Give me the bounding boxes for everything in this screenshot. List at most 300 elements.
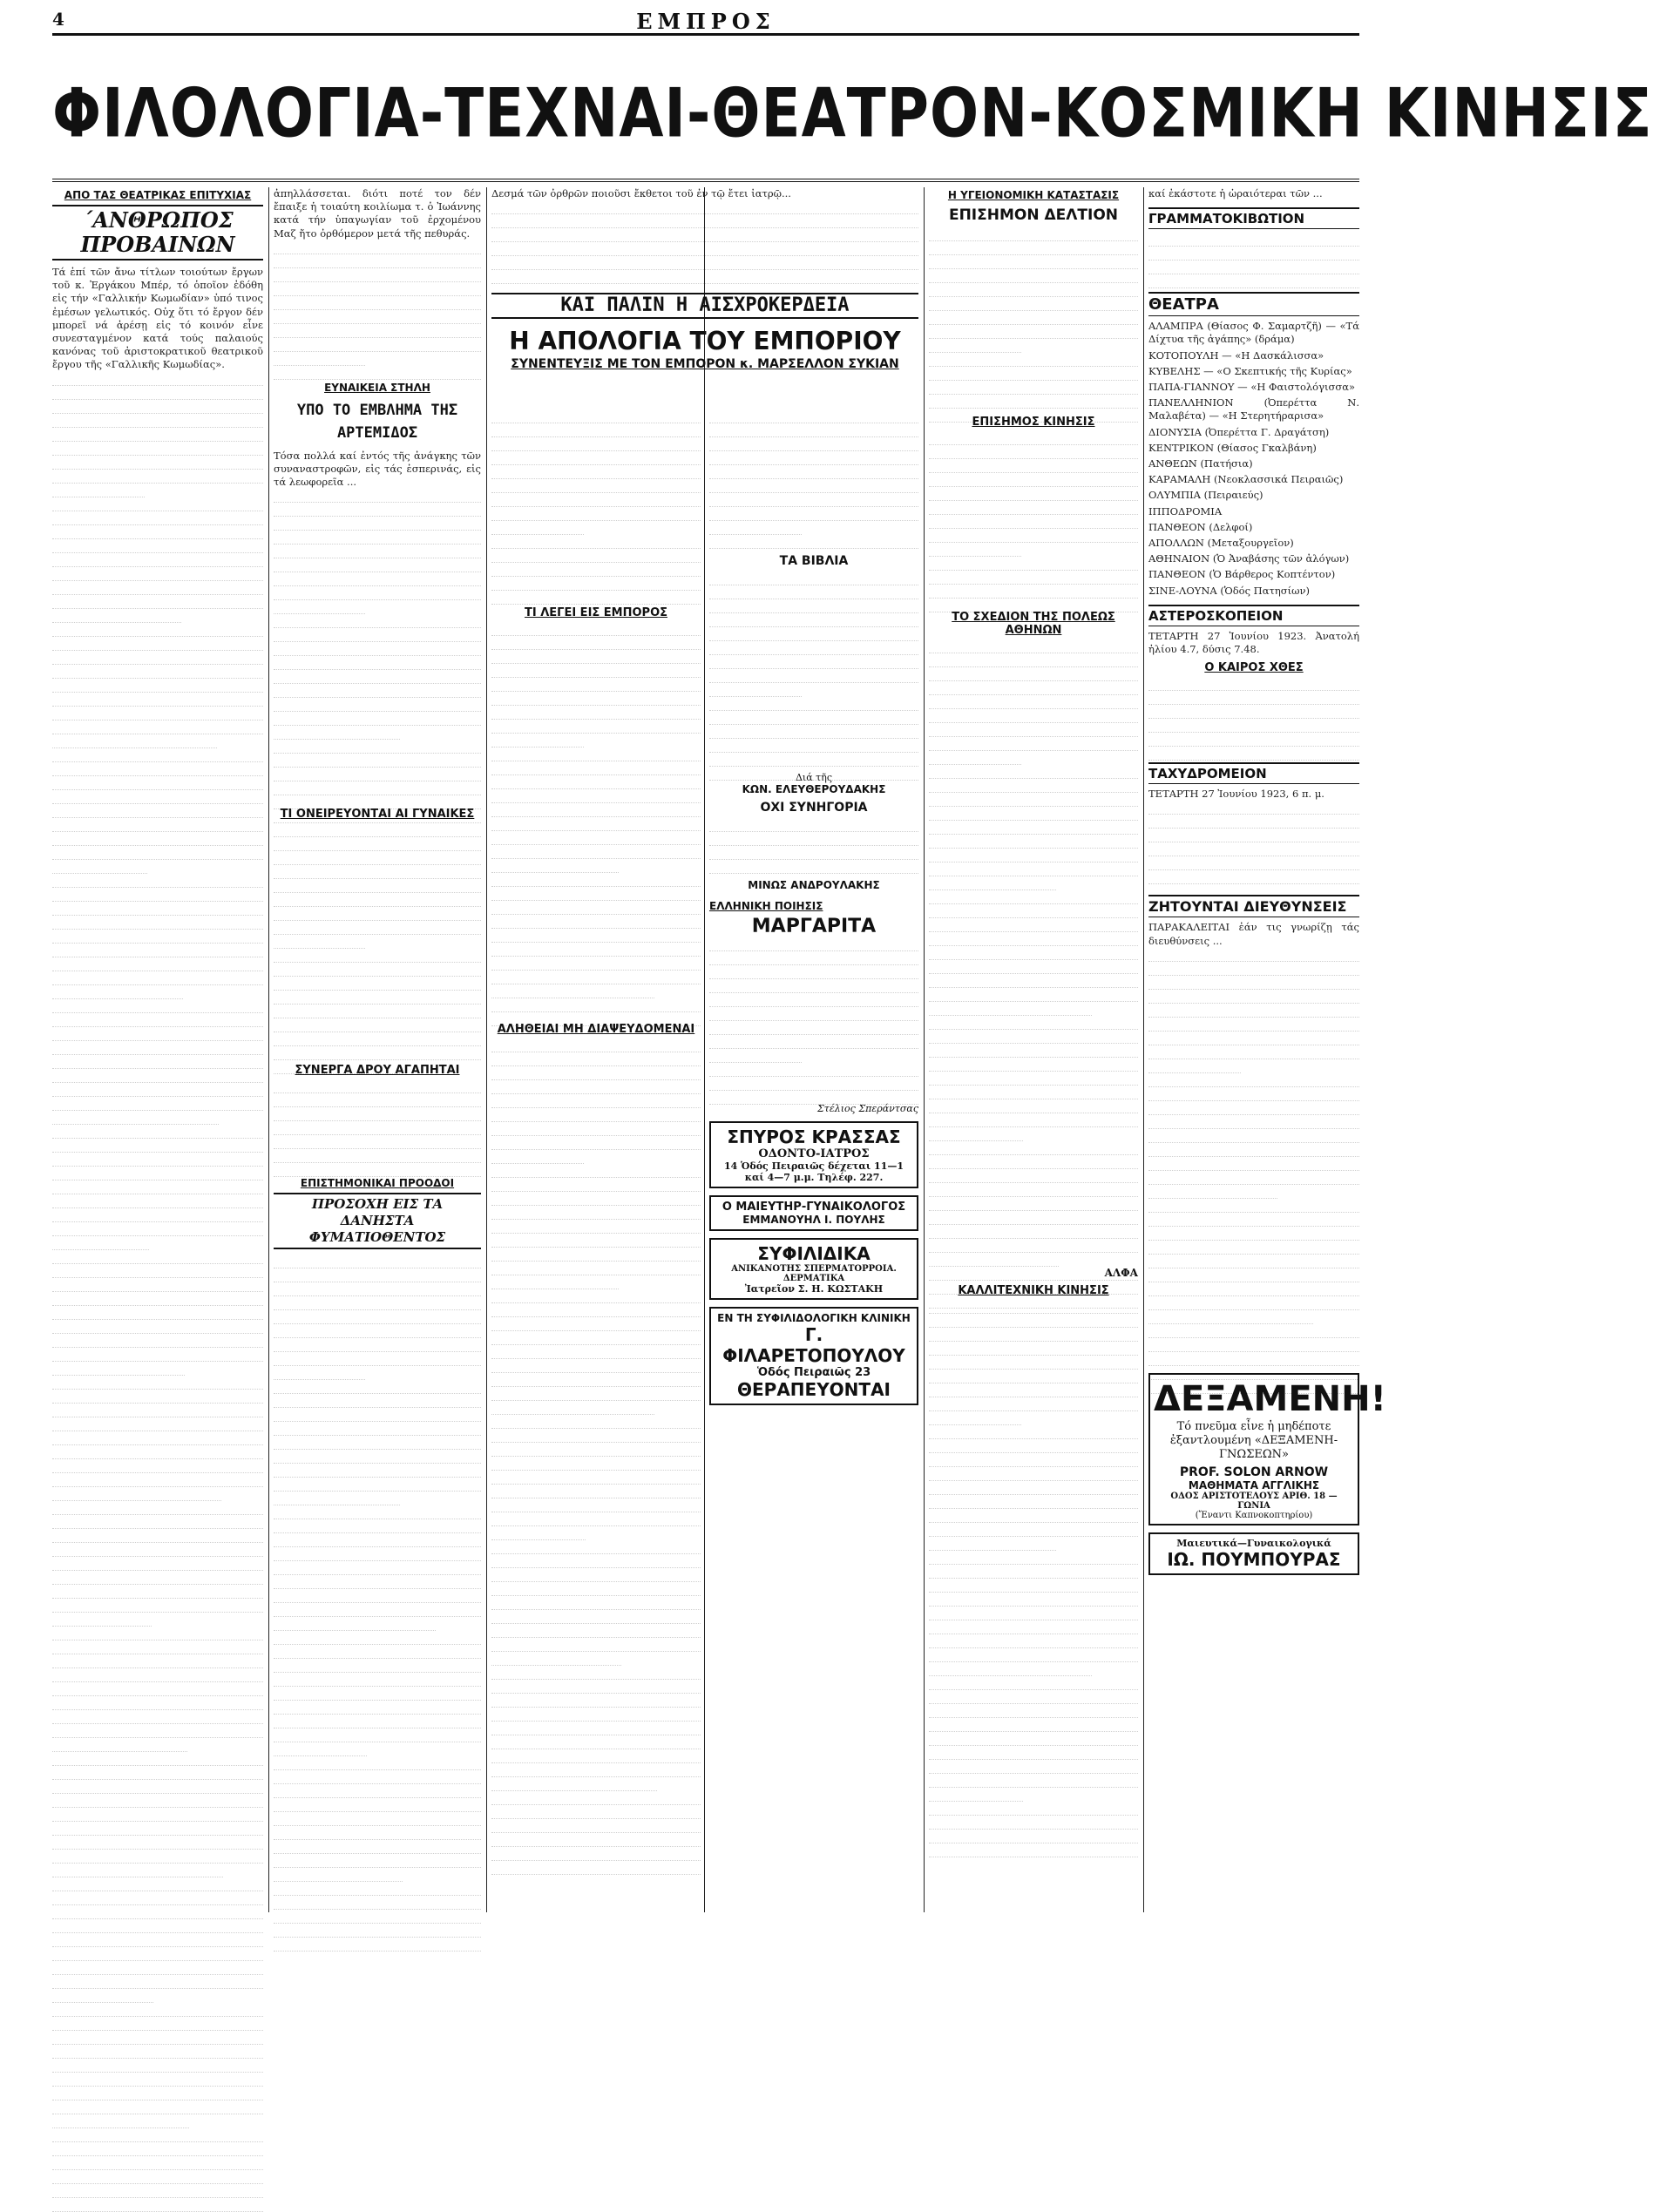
text-line (929, 1481, 1138, 1495)
text-line (52, 1473, 263, 1487)
text-line (1148, 1213, 1359, 1227)
text-line (491, 200, 918, 214)
text-line (52, 539, 263, 553)
text-line (491, 1582, 701, 1596)
text-line (52, 1334, 263, 1348)
text-line (274, 1575, 481, 1589)
article-text-lines (709, 572, 918, 772)
text-line (52, 1682, 263, 1696)
ad-title: ΔΕΞΑΜΕΝΗ! (1154, 1378, 1386, 1419)
text-line (491, 549, 701, 563)
text-line (274, 1492, 400, 1505)
text-line (274, 1352, 481, 1366)
text-line (1148, 260, 1359, 274)
theatre-listing: ΑΛΑΜΠΡΑ (Θίασος Φ. Σαμαρτζῆ) — «Τά Δίχτυα τῆς ἀγάπης» (δράμα) (1148, 320, 1359, 346)
text-line (491, 577, 701, 591)
text-line (274, 754, 481, 768)
text-line (929, 1300, 1138, 1314)
column-2 (274, 187, 481, 1912)
poem-kicker: ΕΛΛΗΝΙΚΗ ΠΟΙΗΣΙΣ (709, 900, 823, 912)
text-line (491, 1234, 701, 1248)
text-line (52, 637, 263, 651)
text-line (491, 493, 701, 507)
article-text-lines (274, 1255, 481, 1917)
text-line (709, 753, 918, 767)
text-line (929, 241, 1138, 255)
text-line (52, 2045, 263, 2059)
text-line (491, 1443, 701, 1457)
text-line (709, 535, 918, 549)
article-text-lines (274, 1079, 481, 1175)
text-line (491, 1763, 701, 1777)
text-line (52, 1529, 263, 1543)
text-line (52, 1348, 263, 1362)
text-line (1148, 677, 1359, 691)
theatre-listing: ΠΑΝΘΕΟΝ (Δελφοί) (1148, 520, 1253, 533)
text-line (274, 1826, 481, 1840)
text-line (491, 1150, 584, 1164)
text-line (1148, 1199, 1359, 1213)
main-headline: Η ΑΠΟΛΟΓΙΑ ΤΟΥ ΕΜΠΟΡΙΟΥ (509, 327, 901, 355)
text-line (491, 1777, 657, 1791)
text-line (274, 963, 481, 977)
text-line (491, 1485, 701, 1498)
text-line (929, 1495, 1138, 1509)
text-line (1148, 747, 1359, 761)
text-line (709, 937, 918, 951)
theatre-listing: ΔΙΟΝΥΣΙΑ (Ὀπερέττα Γ. Δραγάτση) (1148, 425, 1330, 438)
text-line (1148, 948, 1359, 962)
signature: ΑΛΦΑ (1104, 1267, 1138, 1279)
text-line (929, 653, 1138, 667)
article-kicker: Η ΥΓΕΙΟΝΟΜΙΚΗ ΚΑΤΑΣΤΑΣΙΣ (947, 189, 1120, 201)
text-line (274, 1121, 481, 1135)
text-line (1148, 1352, 1359, 1366)
text-line (52, 595, 263, 609)
text-line (491, 1666, 701, 1680)
ad-syphilis (709, 1238, 918, 1300)
text-line (52, 944, 263, 957)
theatre-listing: ΚΑΡΑΜΑΛΗ (Νεοκλασσικά Πειραιῶς) (1148, 473, 1344, 486)
text-line (1148, 1087, 1359, 1101)
article-headline: ΤΟ ΣΧΕΔΙΟΝ ΤΗΣ ΠΟΛΕΩΣ ΑΘΗΝΩΝ (952, 611, 1115, 637)
article-headline: ΄ΑΝΘΡΩΠΟΣ ΠΡΟΒΑΙΝΩΝ (52, 205, 263, 260)
text-line (52, 1097, 263, 1111)
text-line (274, 1046, 481, 1060)
text-line (491, 859, 619, 873)
ad-address: 14 Ὁδός Πειραιῶς δέχεται 11—1 καί 4—7 μ.μ. Τηλέφ. 227. (723, 1160, 904, 1183)
text-line (274, 1868, 403, 1882)
text-line (52, 2156, 263, 2170)
text-line (52, 1836, 263, 1850)
text-line (1148, 247, 1359, 260)
text-line (491, 957, 701, 971)
text-line (1148, 962, 1359, 976)
text-line (1148, 870, 1359, 884)
article-text-lines (274, 489, 481, 802)
text-line (709, 1049, 802, 1063)
column-rule (704, 187, 705, 1912)
text-line (52, 1752, 263, 1766)
text-line (709, 655, 918, 669)
text-line (274, 1854, 481, 1868)
newspaper-page (52, 9, 1653, 1917)
text-line (52, 1153, 263, 1167)
text-line (929, 918, 1138, 932)
article-headline: ΕΠΙΣΗΜΟΣ ΚΙΝΗΣΙΣ (972, 416, 1095, 429)
text-line (929, 723, 1138, 737)
text-line (274, 1812, 481, 1826)
text-line (929, 227, 1138, 241)
text-line (491, 817, 701, 831)
article-text-lines (929, 227, 1138, 410)
text-line (52, 1167, 263, 1180)
article-text-lines (52, 372, 263, 2097)
text-line (274, 1422, 481, 1436)
text-line (52, 1877, 263, 1891)
text-line (1148, 1282, 1359, 1296)
text-line (1148, 1227, 1359, 1241)
poem-title: ΜΑΡΓΑΡΙΤΑ (751, 916, 877, 937)
text-line (929, 960, 1138, 974)
article-body: Τά ἑπί τῶν ἄνω τίτλων τοιούτων ἔργων τοῦ κ. Ἐργάκου Μπέρ, τό ὁποῖον ἐδόθη εἰς τήν «Γαλλικήν Κωμωδίαν» ὑπό τινος ἐμέσων γελωτικός. Οὐχ ὅτι τό ἔργον δέν μπορεῖ νά ἀρέσῃ εἰς τό κοινόν εἶνε συνεσταγμένον κατά τούς παλαιούς κανόνας τοῦ ἀριστοκρατικοῦ θεατρικοῦ ἔργου τῆς «Γαλλικῆς Κωμωδίας». (52, 266, 263, 371)
text-line (52, 386, 263, 400)
text-line (491, 831, 701, 845)
theatre-listing: ΚΥΒΕΛΗΣ — «Ο Σκεπτικής τῆς Κυρίας» (1148, 364, 1352, 377)
text-line (929, 890, 1138, 904)
text-line (491, 1192, 701, 1206)
text-line (274, 600, 365, 614)
text-line (929, 283, 1138, 297)
text-line (274, 1093, 481, 1107)
text-line (929, 353, 1138, 367)
text-line (52, 804, 263, 818)
text-line (929, 1127, 1023, 1141)
theatre-listing: ΑΝΘΕΩΝ (Πατήσια) (1148, 457, 1253, 470)
text-line (1148, 233, 1359, 247)
text-line (491, 256, 918, 270)
text-line (929, 835, 1138, 849)
text-line (274, 851, 481, 865)
text-line (491, 1429, 701, 1443)
text-line (929, 1453, 1138, 1467)
text-line (274, 1589, 481, 1603)
article-text-lines (929, 431, 1138, 605)
text-line (1148, 1324, 1359, 1338)
text-line (52, 651, 263, 665)
text-line (274, 837, 481, 851)
text-line (274, 1742, 367, 1756)
text-line (929, 793, 1138, 807)
text-line (274, 935, 365, 949)
text-line (52, 1404, 263, 1417)
text-line (274, 254, 481, 268)
text-line (1148, 1032, 1359, 1045)
text-line (929, 1342, 1138, 1356)
text-line (1148, 1115, 1359, 1129)
text-line (929, 974, 1138, 988)
text-line (929, 862, 1138, 876)
text-line (52, 470, 263, 484)
ad-dentist (709, 1121, 918, 1188)
text-line (274, 1924, 481, 1938)
text-line (929, 779, 1138, 793)
text-line (274, 907, 481, 921)
astro-text: ΤΕΤΑΡΤΗ 27 Ἰουνίου 1923. Ἀνατολή ἡλίου 4.7, δύσις 7.48. (1148, 629, 1359, 656)
text-line (929, 1411, 1021, 1425)
text-line (491, 1164, 701, 1178)
theatre-listing: ΣΙΝΕ-ΛΟΥΝΑ (Ὁδός Πατησίων) (1148, 584, 1310, 597)
text-line (929, 1690, 1138, 1704)
text-line (1148, 733, 1359, 747)
text-line (491, 1554, 701, 1568)
text-line (52, 1055, 263, 1069)
text-line (491, 479, 701, 493)
text-line (929, 1648, 1138, 1662)
text-line (491, 1345, 701, 1359)
text-line (491, 650, 701, 664)
text-line (929, 1370, 1138, 1383)
text-line (52, 874, 263, 888)
ad-pouboura (1148, 1532, 1359, 1575)
theatre-listing: ΑΠΟΛΛΩΝ (Μεταξουργεῖον) (1148, 537, 1294, 550)
text-line (274, 1561, 481, 1575)
text-line (709, 423, 918, 437)
page-number: 4 (52, 9, 64, 30)
theatre-listing: ΠΑΝΘΕΟΝ (Ὁ Βάρθερος Κοπτέντον) (1148, 568, 1336, 581)
text-line (52, 567, 263, 581)
text-line (929, 473, 1138, 487)
text-line (491, 1080, 701, 1094)
column-rule (268, 187, 269, 1912)
ad-kicker: Μαιευτικά—Γυναικολογικά (1176, 1537, 1331, 1549)
text-line (52, 497, 263, 511)
text-line (929, 751, 1021, 765)
text-line (274, 670, 481, 684)
text-line (52, 1738, 187, 1752)
text-line (274, 921, 481, 935)
text-line (52, 679, 263, 693)
article-headline: ΣΥΝΕΡΓΑ ΔΡΟΥ ΑΓΑΠΗΤΑΙ (295, 1064, 460, 1078)
text-line (929, 269, 1138, 283)
text-line (274, 1163, 481, 1177)
text-line (274, 1603, 481, 1617)
text-line (274, 489, 481, 503)
text-line (929, 709, 1138, 723)
text-line (274, 1032, 481, 1046)
text-line (274, 1450, 481, 1464)
text-line (491, 1735, 701, 1749)
text-line (52, 1864, 223, 1877)
text-line (52, 1069, 263, 1083)
text-line (491, 678, 701, 692)
text-line (929, 681, 1138, 695)
text-line (491, 1108, 701, 1122)
text-line (491, 971, 701, 984)
text-line (52, 1891, 263, 1905)
text-line (1148, 842, 1359, 856)
ad-prof: PROF. SOLON ARNOW (1179, 1465, 1329, 1479)
text-line (491, 761, 701, 775)
text-line (491, 1471, 701, 1485)
text-line (1148, 1045, 1359, 1059)
text-line (274, 1149, 481, 1163)
text-line (491, 1289, 701, 1303)
text-line (274, 1519, 481, 1533)
text-line (929, 1634, 1138, 1648)
sub-headline: ΣΥΝΕΝΤΕΥΞΙΣ ΜΕ ΤΟΝ ΕΜΠΟΡΟΝ κ. ΜΑΡΣΕΛΛΟΝ ΣΥΚΙΑΝ (511, 357, 899, 371)
text-line (1148, 801, 1359, 815)
text-line (274, 338, 481, 352)
article-headline: ΥΠΟ ΤΟ ΕΜΒΛΗΜΑ ΤΗΣ ΑΡΤΕΜΙΔΟΣ (296, 401, 458, 442)
text-line (52, 1445, 263, 1459)
text-line (1148, 691, 1359, 705)
text-line (52, 1794, 263, 1808)
text-line (52, 1390, 263, 1404)
text-line (52, 1459, 263, 1473)
text-line (929, 459, 1138, 473)
text-line (929, 1523, 1138, 1537)
text-line (274, 545, 481, 558)
series-headline: ΚΑΙ ΠΑΛΙΝ Η ΑΙΣΧΡΟΚΕΡΔΕΙΑ (491, 293, 918, 319)
text-line (929, 1676, 1138, 1690)
text-line (1148, 990, 1359, 1004)
text-line (929, 821, 1138, 835)
text-line (929, 988, 1138, 1002)
text-line (709, 993, 918, 1007)
text-line (52, 1822, 263, 1836)
text-line (1148, 856, 1359, 870)
text-line (709, 1063, 918, 1077)
text-line (274, 712, 481, 726)
text-line (52, 1668, 263, 1682)
column-5 (929, 187, 1138, 1912)
paper-name: ΕΜΠΡΟΣ (636, 9, 776, 34)
text-line (1148, 815, 1359, 829)
text-line (52, 1975, 263, 1989)
article-kicker: ΕΠΙΣΤΗΜΟΝΙΚΑΙ ΠΡΟΟΔΟΙ (300, 1177, 455, 1190)
text-line (491, 521, 584, 535)
text-line (491, 734, 584, 747)
article-text-lines (1148, 233, 1359, 285)
text-line (274, 1107, 481, 1121)
text-line (929, 1425, 1138, 1439)
text-line (491, 873, 701, 887)
text-line (52, 748, 263, 762)
article-kicker: ΑΠΟ ΤΑΣ ΘΕΑΤΡΙΚΑΣ ΕΠΙΤΥΧΙΑΣ (64, 189, 252, 201)
column-rule (486, 187, 487, 1912)
text-line (52, 790, 263, 804)
text-line (52, 2073, 263, 2087)
text-line (929, 367, 1138, 381)
text-line (52, 1111, 219, 1125)
text-line (491, 1373, 701, 1387)
text-line (929, 501, 1138, 515)
theatre-listing: ΑΘΗΝΑΙΟΝ (Ὁ Ἀναβάσης τῶν ἀλόγων) (1148, 552, 1350, 565)
text-line (274, 1268, 481, 1282)
text-line (709, 739, 918, 753)
text-line (274, 1296, 481, 1310)
text-line (491, 1833, 701, 1847)
signature: ΚΩΝ. ΕΛΕΥΘΕΡΟΥΔΑΚΗΣ (742, 783, 886, 795)
text-line (709, 846, 918, 860)
text-line (274, 614, 481, 628)
text-line (274, 1659, 481, 1673)
article-text-lines (274, 240, 481, 380)
text-line (274, 310, 481, 324)
column-1 (52, 187, 263, 1912)
text-line (929, 1816, 1138, 1830)
text-line (52, 1264, 263, 1278)
text-line (491, 1861, 701, 1875)
text-line (274, 1840, 481, 1854)
text-line (52, 971, 263, 985)
text-line (929, 1314, 1138, 1328)
text-line (709, 711, 918, 725)
text-line (491, 1457, 701, 1471)
text-line (52, 762, 263, 776)
text-line (274, 1756, 481, 1770)
text-line (274, 684, 481, 698)
text-line (491, 1624, 701, 1638)
text-line (929, 1328, 1138, 1342)
text-line (274, 352, 365, 366)
text-line (491, 437, 701, 451)
article-body: καί ἐκάστοτε ἡ ὡραιότεραι τῶν ... (1148, 187, 1323, 200)
text-line (52, 1376, 263, 1390)
text-line (274, 698, 481, 712)
article-kicker: ΕΥΝΑΙΚΕΙΑ ΣΤΗΛΗ (324, 381, 430, 394)
text-line (52, 2017, 263, 2031)
text-line (52, 720, 263, 734)
section-heading: ΑΣΤΕΡΟΣΚΟΠΕΙΟΝ (1148, 605, 1359, 626)
text-line (1148, 1004, 1359, 1018)
text-line (274, 1464, 481, 1478)
text-line (929, 1253, 1059, 1267)
text-line (929, 585, 1138, 599)
text-line (929, 529, 1138, 543)
text-line (929, 1579, 1138, 1593)
text-line (491, 1708, 701, 1722)
text-line (52, 860, 147, 874)
ad-name: ΙΩ. ΠΟΥΜΠΟΥΡΑΣ (1167, 1548, 1341, 1570)
text-line (709, 683, 802, 697)
ad-headline: ΘΕΡΑΠΕΥΟΝΤΑΙ (737, 1379, 891, 1400)
text-line (491, 789, 701, 803)
text-line (929, 1211, 1138, 1225)
text-line (52, 1696, 263, 1710)
text-line (1148, 1143, 1359, 1157)
text-line (52, 999, 263, 1013)
text-line (52, 930, 263, 944)
article-headline: ΚΑΛΛΙΤΕΧΝΙΚΗ ΚΙΝΗΣΙΣ (958, 1284, 1109, 1297)
text-line (929, 1607, 1138, 1620)
text-line (52, 1961, 263, 1975)
text-line (52, 1180, 263, 1194)
text-line (274, 282, 481, 296)
theatre-listing: ΚΟΤΟΠΟΥΛΗ — «Η Δασκάλισσα» (1148, 348, 1324, 362)
text-line (709, 725, 918, 739)
text-line (491, 1066, 701, 1080)
text-line (491, 692, 701, 706)
text-line (929, 1225, 1138, 1239)
text-line (52, 2198, 263, 2212)
text-line (491, 1387, 701, 1401)
article-text-lines (1148, 677, 1359, 755)
text-line (274, 586, 481, 600)
text-line (929, 639, 1138, 653)
text-line (52, 1515, 263, 1529)
